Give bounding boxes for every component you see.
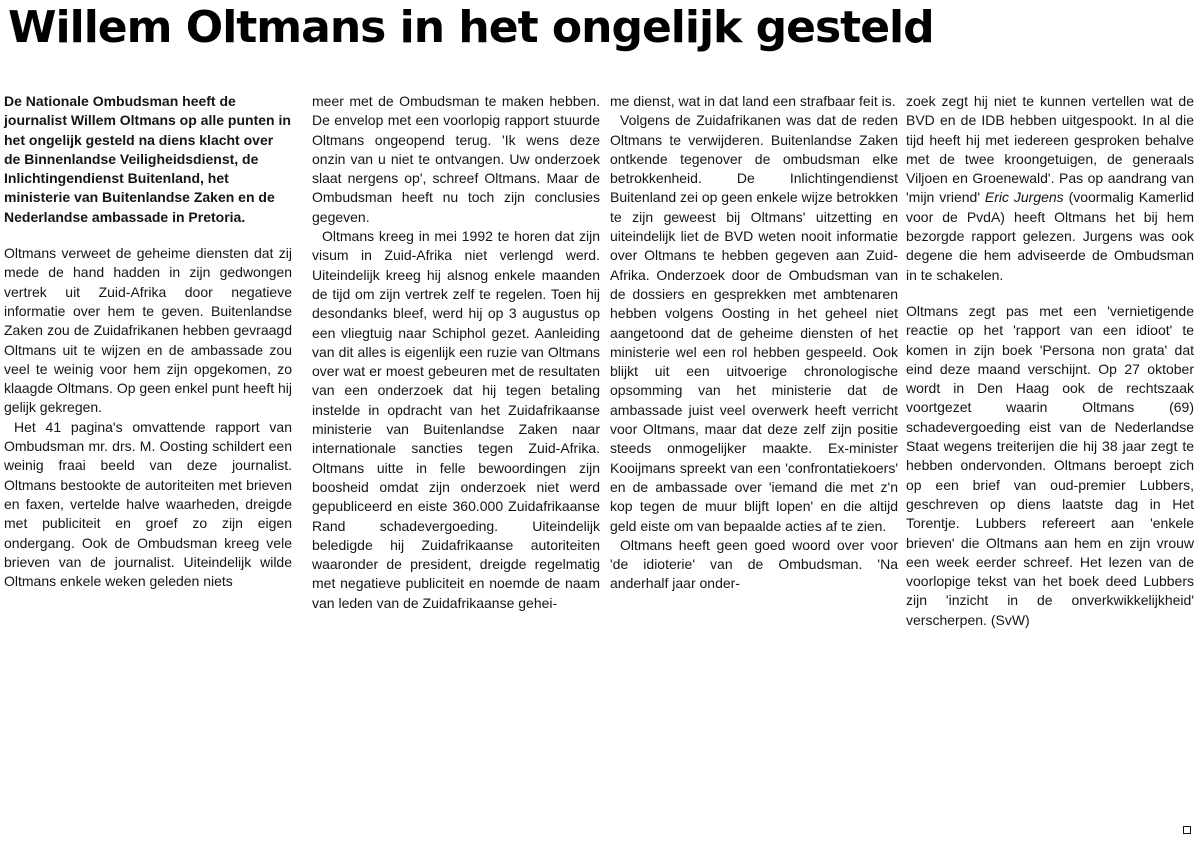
body-paragraph-5: me dienst, wat in dat land een strafbaar feit is.	[610, 93, 896, 109]
column-3	[610, 92, 898, 594]
body-paragraph-3: meer met de Ombudsman te maken hebben. De envelop met een voorlopig rapport stuurde Oltmans ongeopend terug. 'Ik wens deze onzin van u niet te ontvangen. Uw onderzoek slaat nergens op', schreef Oltmans. Maar de Ombudsman heeft nu toch zijn conclusies gegeven.	[312, 93, 600, 225]
body-paragraph-9-text: Oltmans zegt pas met een 'vernietigende reactie op het 'rapport van een idioot' te komen in zijn boek 'Persona non grata' dat eind deze maand verschijnt. Op 27 oktober wordt in Den Haag ook de rechtszaak voortgezet waarin Oltmans (69) schadevergoeding eist van de Nederlandse Staat wegens treiterijen die hij 38 jaar zegt te hebben ondervonden. Oltmans beroept zich op een brief van oud-premier Lubbers, geschreven op diens laatste dag in Het Torentje. Lubbers refereert aan 'enkele brieven' die Oltmans aan hem en zijn vrouw een week eerder schreef. Het lezen van de voorlopige tekst van het boek deed Lubbers zijn 'inzicht in de onverkwikkelijkheid' verscherpen.	[906, 302, 1194, 628]
column-4	[906, 92, 1194, 630]
headline: Willem Oltmans in het ongelijk gesteld	[8, 2, 934, 53]
author-signature: (SvW)	[990, 611, 1030, 628]
body-paragraph-8-start: zoek zegt hij niet te kunnen vertellen wat de BVD en de IDB hebben uitgespookt. In al die tijd heeft hij met iedereen gesproken behalve met de twee kroongetuigen, de generaals Viljoen en Groenewald'. Pas op aandrang van 'mijn vriend'	[906, 93, 1194, 206]
column-2	[312, 92, 600, 613]
column-1	[4, 92, 292, 591]
person-name: Eric Jurgens	[984, 189, 1064, 206]
body-paragraph-8-end: (voormalig Kamerlid voor de PvdA) heeft Oltmans het bij hem bezorgde rapport gelezen. Jurgens was ook degene die hem adviseerde de Ombudsman in te schakelen.	[906, 189, 1195, 283]
body-paragraph-4: Oltmans kreeg in mei 1992 te horen dat zijn visum in Zuid-Afrika niet verlengd werd. Uiteindelijk kreeg hij alsnog enkele maanden de tijd om zijn vertrek zelf te regelen. Toen hij desondanks bleef, werd hij op 3 augustus op een vliegtuig naar Schiphol gezet. Aanleiding van dit alles is eigenlijk een ruzie van Oltmans over wat er moest gebeuren met de resultaten van een onderzoek dat hij tegen betaling instelde in opdracht van het Zuidafrikaanse ministerie van Buitenlandse Zaken naar internationale sancties tegen Zuid-Afrika. Oltmans uitte in felle bewoordingen zijn boosheid omdat zijn onderzoek niet werd gepubliceerd en eiste 360.000 Zuidafrikaanse Rand schadevergoeding. Uiteindelijk beledigde hij Zuidafrikaanse autoriteiten waaronder de president, dreigde regelmatig met negatieve publiciteit en noemde de naam van leden van de Zuidafrikaanse gehei-	[312, 228, 600, 611]
body-paragraph-2: Het 41 pagina's omvattende rapport van Ombudsman mr. drs. M. Oosting schildert een weinig fraai beeld van deze journalist. Oltmans bestookte de autoriteiten met brieven en faxen, vertelde halve waarheden, dreigde met publiciteit en groef zo zijn eigen ondergang. Ook de Ombudsman kreeg vele brieven van de journalist. Uiteindelijk wilde Oltmans enkele weken geleden niets	[4, 418, 292, 590]
lede-paragraph: De Nationale Ombudsman heeft de journalist Willem Oltmans op alle punten in het ongelijk gesteld na diens klacht over de Binnenlandse Veiligheidsdienst, de Inlichtingendienst Buitenland, het ministerie van Buitenlandse Zaken en de Nederlandse ambassade in Pretoria.	[4, 93, 291, 225]
body-paragraph-8	[906, 92, 1194, 285]
body-paragraph-1: Oltmans verweet de geheime diensten dat zij mede de hand hadden in zijn gedwongen vertrek uit Zuid-Afrika door negatieve informatie over hem te geven. Buitenlandse Zaken zou de Zuidafrikanen hebben gevraagd Oltmans uit te wijzen en de ambassade zou veel te weinig voor hem zijn opgekomen, zo klaagde Oltmans. Op geen enkel punt heeft hij gelijk gekregen.	[4, 245, 292, 416]
body-paragraph-9	[906, 302, 1194, 630]
end-of-article-mark	[1183, 826, 1191, 834]
body-paragraph-7: Oltmans heeft geen goed woord over voor 'de idioterie' van de Ombudsman. 'Na anderhalf jaar onder-	[610, 536, 898, 592]
body-paragraph-6: Volgens de Zuidafrikanen was dat de reden Oltmans te verwijderen. Buitenlandse Zaken ontkende tegenover de ombudsman elke betrokkenheid. De Inlichtingendienst Buitenland zei op geen enkele wijze betrokken te zijn geweest bij Oltmans' uitzetting en uiteindelijk liet de BVD weten nooit informatie over Oltmans te hebben gegeven aan Zuid-Afrika. Onderzoek door de Ombudsman van de dossiers en gesprekken met ambtenaren hebben volgens Oosting in het geheel niet aangetoond dat de geheime diensten of het ministerie wel een rol hebben gespeeld. Ook blijkt uit een uitvoerige chronologische opsomming van het ministerie dat de ambassade juist veel overwerk heeft verricht voor Oltmans, maar dat deze zelf zijn positie steeds onmogelijker maakte. Ex-minister Kooijmans spreekt van een 'confrontatiekoers' en de ambassade over 'iemand die met z'n kop tegen de muur blijft lopen' en die altijd geld eiste om van bepaalde acties af te zien.	[610, 112, 898, 534]
